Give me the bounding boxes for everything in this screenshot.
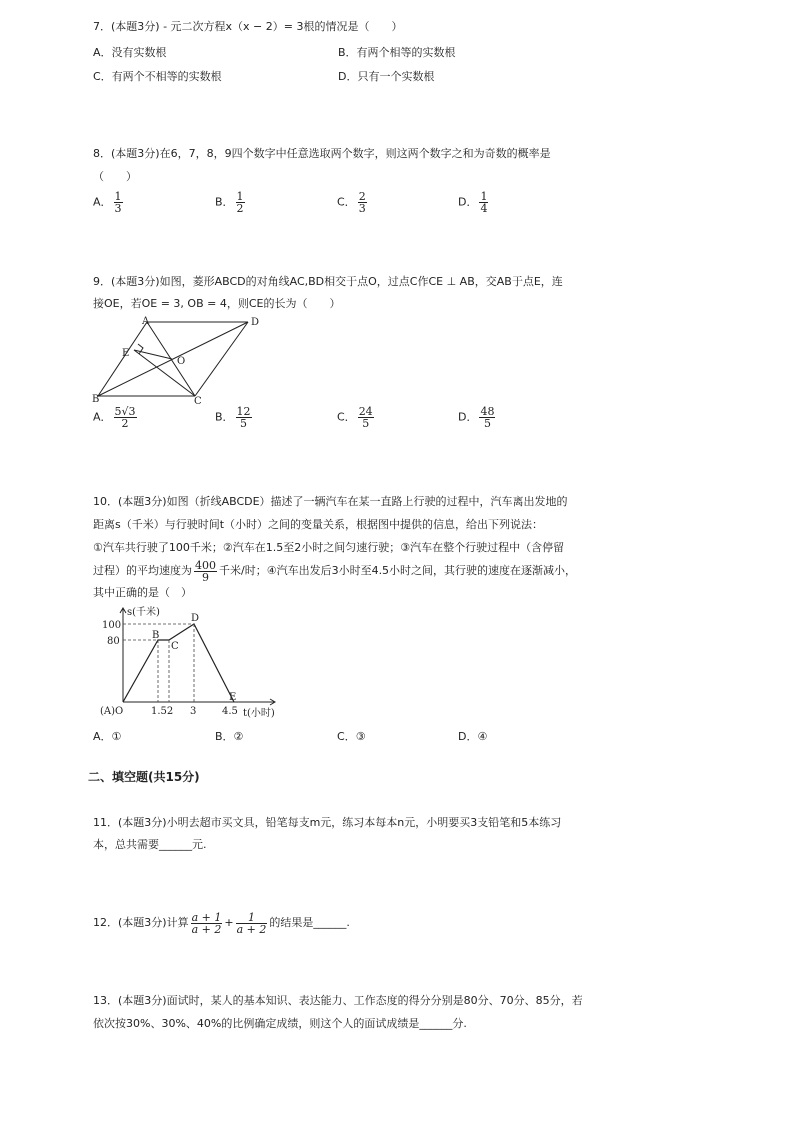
- q9-option-c: C． $\frac{24}{5}$: [337, 405, 373, 430]
- label-a: A: [142, 316, 150, 327]
- q8-option-c: C． $\frac{2}{3}$: [337, 190, 366, 215]
- q9-option-b: B． $\frac{12}{5}$: [215, 405, 251, 430]
- q13-stem-line2: 依次按30%、30%、40%的比例确定成绩，则这个人的面试成绩是______分.: [93, 1017, 467, 1030]
- q8-option-a: A． $\frac{1}{3}$: [93, 190, 122, 215]
- y-axis-label: s(千米): [127, 607, 160, 618]
- distance-time-graph: [95, 604, 285, 720]
- side-ba: [98, 322, 147, 396]
- q9-stem-line1: 9．(本题3分)如图，菱形ABCD的对角线AC,BD相交于点O，过点C作CE ⊥ AB，交AB于点E，连: [93, 275, 563, 288]
- ytick-80: 80: [107, 636, 120, 647]
- xtick-3: 3: [190, 706, 197, 717]
- q10-option-d: D．④: [458, 730, 488, 743]
- polyline-abcde: [123, 624, 237, 703]
- q7-stem: 7．(本题3分) - 元二次方程x（x − 2）= 3根的情况是（ ）: [93, 20, 403, 33]
- q8-paren: （ ）: [93, 170, 137, 183]
- q10-stem-line3: ①汽车共行驶了100千米；②汽车在1.5至2小时之间匀速行驶；③汽车在整个行驶过程中（含停留: [93, 541, 565, 554]
- point-b-label: B: [152, 630, 160, 641]
- q10-stem-line1: 10．(本题3分)如图（折线ABCDE）描述了一辆汽车在某一直路上行驶的过程中，汽车离出发地的: [93, 495, 568, 508]
- q11-stem-line1: 11．(本题3分)小明去超市买文具，铅笔每支m元，练习本每本n元，小明要买3支铅笔和5本练习: [93, 816, 562, 829]
- q10-option-a: A．①: [93, 730, 122, 743]
- q7-option-c: C．有两个不相等的实数根: [93, 70, 222, 83]
- q7-option-a: A．没有实数根: [93, 46, 167, 59]
- q7-option-b: B．有两个相等的实数根: [338, 46, 456, 59]
- q9-option-d: D． $\frac{48}{5}$: [458, 405, 495, 430]
- q13-stem-line1: 13．(本题3分)面试时，某人的基本知识、表达能力、工作态度的得分分别是80分、70分、85分，若: [93, 994, 583, 1007]
- diagonal-bd: [98, 322, 248, 396]
- point-e-label: E: [229, 692, 237, 703]
- rhombus-figure: [90, 312, 270, 404]
- label-o: O: [177, 356, 186, 367]
- label-c: C: [194, 396, 202, 404]
- q8-option-d: D． $\frac{1}{4}$: [458, 190, 488, 215]
- q12-fraction-1: $\frac{a + 1}{a + 2}$: [191, 910, 222, 936]
- x-axis-label: t(小时): [243, 708, 275, 719]
- label-b: B: [92, 394, 100, 404]
- q10-stem-line2: 距离s（千米）与行驶时间t（小时）之间的变量关系，根据图中提供的信息，给出下列说法：: [93, 518, 544, 531]
- label-d: D: [251, 317, 260, 328]
- point-c-label: C: [171, 641, 179, 652]
- point-d-label: D: [191, 613, 200, 624]
- side-dc: [195, 322, 248, 396]
- q12-stem: 12．(本题3分)计算 $\frac{a + 1}{a + 2}$ + $\frac{1}{a + 2}$ 的结果是______.: [93, 910, 350, 936]
- q8-stem: 8．(本题3分)在6，7，8，9四个数字中任意选取两个数字，则这两个数字之和为奇数的概率是: [93, 147, 551, 160]
- label-e: E: [122, 348, 130, 359]
- section-2-heading: 二、填空题(共15分): [88, 770, 200, 784]
- q10-option-c: C．③: [337, 730, 366, 743]
- q8-option-b: B． $\frac{1}{2}$: [215, 190, 244, 215]
- q9-option-a: A． $\frac{5√3}{2}$: [93, 405, 136, 430]
- q7-option-d: D．只有一个实数根: [338, 70, 435, 83]
- xtick-4.5: 4.5: [222, 706, 238, 717]
- q11-stem-line2: 本，总共需要______元.: [93, 838, 207, 851]
- ytick-100: 100: [102, 620, 122, 631]
- origin-label: (A)O: [100, 706, 124, 717]
- q10-stem-line5: 其中正确的是（ ）: [93, 586, 192, 599]
- q12-fraction-2: $\frac{1}{a + 2}$: [236, 910, 267, 936]
- q10-stem-line4: 过程）的平均速度为 $\frac{400}{9}$ 千米/时；④汽车出发后3小时至4.5小时之间，其行驶的速度在逐渐减小，: [93, 558, 577, 584]
- q9-stem-line2: 接OE，若OE = 3, OB = 4，则CE的长为（ ）: [93, 297, 341, 310]
- xtick-1.52: 1.52: [151, 706, 174, 717]
- right-angle-mark: [138, 344, 143, 354]
- q10-option-b: B．②: [215, 730, 244, 743]
